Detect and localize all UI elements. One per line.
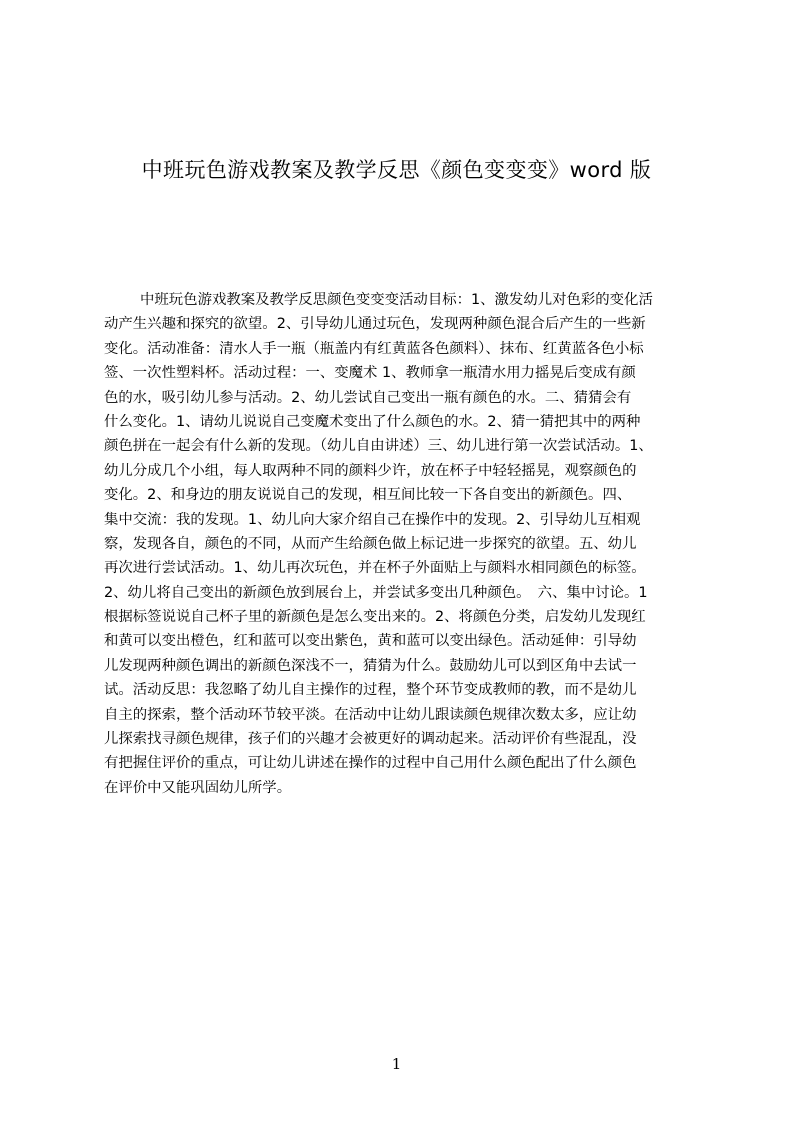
body-line: 根据标签说说自己杯子里的新颜色是怎么变出来的。2、将颜色分类，启发幼儿发现红 bbox=[104, 609, 646, 626]
body-line: 什么变化。1、请幼儿说说自己变魔术变出了什么颜色的水。2、猜一猜把其中的两种 bbox=[104, 413, 641, 430]
body-line: 色的水，吸引幼儿参与活动。2、幼儿尝试自己变出一瓶有颜色的水。二、猜猜会有 bbox=[104, 389, 632, 406]
body-line: 幼儿分成几个小组，每人取两种不同的颜料少许，放在杯子中轻轻摇晃，观察颜色的 bbox=[104, 462, 637, 479]
document-title: 中班玩色游戏教案及教学反思《颜色变变变》word 版 bbox=[141, 158, 652, 183]
body-line: 再次进行尝试活动。1、幼儿再次玩色，并在杯子外面贴上与颜料水相同颜色的标签。 bbox=[104, 560, 646, 577]
body-line: 签、一次性塑料杯。活动过程：一、变魔术 1、教师拿一瓶清水用力摇晃后变成有颜 bbox=[104, 365, 636, 382]
body-line: 变化。活动准备：清水人手一瓶（瓶盖内有红黄蓝各色颜料）、抹布、红黄蓝各色小标 bbox=[104, 340, 644, 357]
body-line: 变化。2、和身边的朋友说说自己的发现，相互间比较一下各自变出的新颜色。四、 bbox=[104, 487, 632, 504]
body-line: 有把握住评价的重点，可让幼儿讲述在操作的过程中自己用什么颜色配出了什么颜色 bbox=[104, 755, 637, 772]
body-line: 试。活动反思：我忽略了幼儿自主操作的过程，整个环节变成教师的教，而不是幼儿 bbox=[104, 682, 637, 699]
body-line: 动产生兴趣和探究的欲望。2、引导幼儿通过玩色，发现两种颜色混合后产生的一些新 bbox=[104, 316, 646, 333]
body-line: 儿探索找寻颜色规律，孩子们的兴趣才会被更好的调动起来。活动评价有些混乱，没 bbox=[104, 731, 637, 748]
body-line: 和黄可以变出橙色，红和蓝可以变出紫色，黄和蓝可以变出绿色。活动延伸：引导幼 bbox=[104, 633, 637, 650]
body-line: 察，发现各自，颜色的不同，从而产生给颜色做上标记进一步探究的欲望。五、幼儿 bbox=[104, 535, 637, 552]
body-line: 集中交流：我的发现。1、幼儿向大家介绍自己在操作中的发现。2、引导幼儿互相观 bbox=[104, 511, 641, 528]
body-line: 2、幼儿将自己变出的新颜色放到展台上，并尝试多变出几种颜色。 六、集中讨论。1 bbox=[104, 584, 648, 601]
document-body bbox=[104, 288, 700, 800]
body-line: 中班玩色游戏教案及教学反思颜色变变变活动目标：1、激发幼儿对色彩的变化活 bbox=[140, 292, 653, 308]
page-number: 1 bbox=[391, 1055, 402, 1073]
body-line: 儿发现两种颜色调出的新颜色深浅不一，猜猜为什么。鼓励幼儿可以到区角中去试一 bbox=[104, 657, 637, 674]
body-line: 在评价中又能巩固幼儿所学。 bbox=[104, 779, 292, 796]
body-line: 自主的探索，整个活动环节较平淡。在活动中让幼儿跟读颜色规律次数太多，应让幼 bbox=[104, 706, 637, 723]
body-line: 颜色拼在一起会有什么新的发现。（幼儿自由讲述）三、幼儿进行第一次尝试活动。1、 bbox=[104, 438, 653, 455]
